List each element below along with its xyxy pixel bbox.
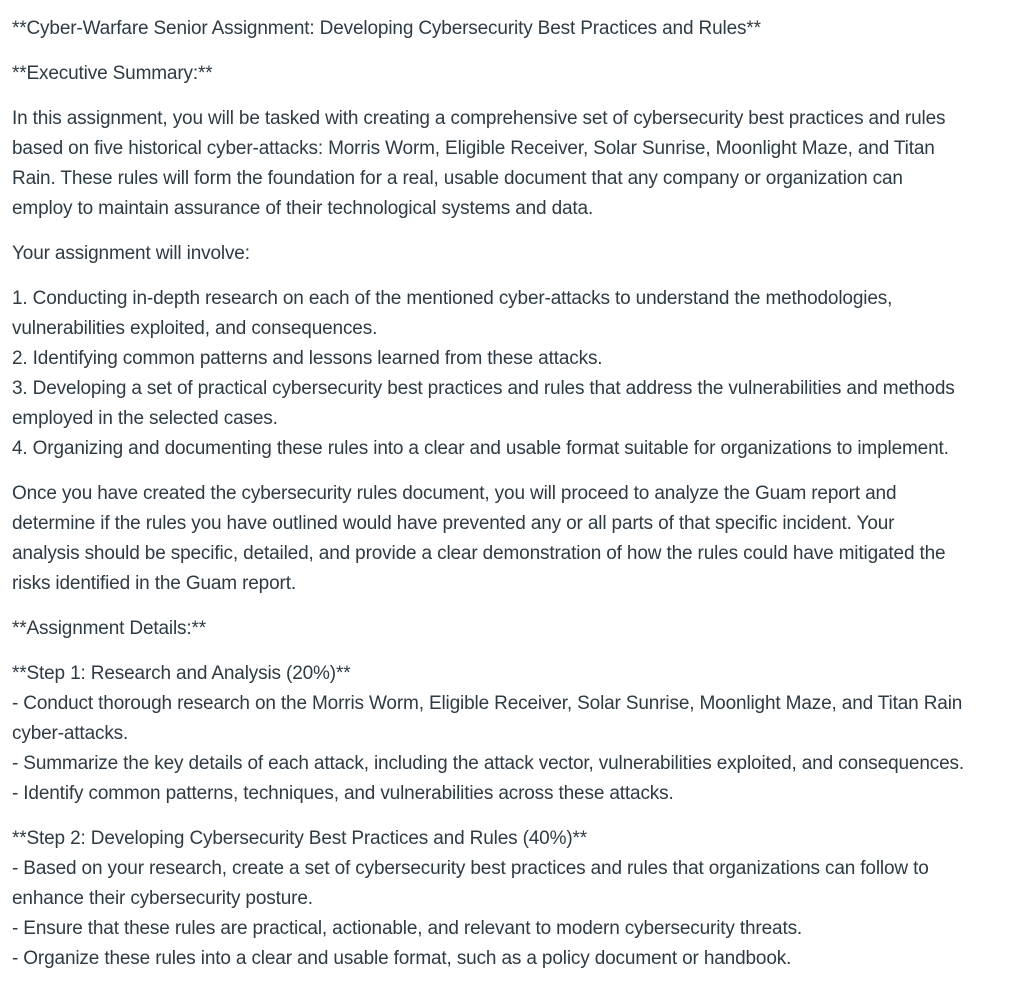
document-title bbox=[12, 14, 1016, 44]
heading-line: **Executive Summary:** bbox=[12, 63, 213, 84]
list-item: vulnerabilities exploited, and consequences. bbox=[12, 318, 378, 339]
list-item: - Based on your research, create a set of cybersecurity best practices and rules that organizations can follow to bbox=[12, 858, 929, 879]
text-line: Rain. These rules will form the foundation for a real, usable document that any company or organization can bbox=[12, 168, 903, 189]
list-item: 1. Conducting in-depth research on each of the mentioned cyber-attacks to understand the methodologies, bbox=[12, 288, 893, 309]
text-line: determine if the rules you have outlined would have prevented any or all parts of that specific incident. Your bbox=[12, 513, 895, 534]
list-item: - Ensure that these rules are practical, actionable, and relevant to modern cybersecurity threats. bbox=[12, 918, 803, 939]
assignment-document bbox=[12, 14, 1016, 989]
list-item: - Identify common patterns, techniques, and vulnerabilities across these attacks. bbox=[12, 783, 674, 804]
step2-section bbox=[12, 824, 1016, 974]
list-item: 2. Identifying common patterns and lessons learned from these attacks. bbox=[12, 348, 603, 369]
text-line: Once you have created the cybersecurity rules document, you will proceed to analyze the Guam report and bbox=[12, 483, 897, 504]
text-line: In this assignment, you will be tasked with creating a comprehensive set of cybersecurity best practices and rules bbox=[12, 108, 946, 129]
list-item: - Organize these rules into a clear and usable format, such as a policy document or handbook. bbox=[12, 948, 792, 969]
list-item: 3. Developing a set of practical cybersecurity best practices and rules that address the vulnerabilities and methods bbox=[12, 378, 955, 399]
text-line: employ to maintain assurance of their technological systems and data. bbox=[12, 198, 594, 219]
list-item: cyber-attacks. bbox=[12, 723, 129, 744]
step1-section bbox=[12, 659, 1016, 809]
step2-heading: **Step 2: Developing Cybersecurity Best Practices and Rules (40%)** bbox=[12, 828, 588, 849]
text-line: analysis should be specific, detailed, and provide a clear demonstration of how the rules could have mitigated the bbox=[12, 543, 946, 564]
list-item: - Summarize the key details of each attack, including the attack vector, vulnerabilities exploited, and consequences. bbox=[12, 753, 964, 774]
list-item: - Conduct thorough research on the Morris Worm, Eligible Receiver, Solar Sunrise, Moonlight Maze, and Titan Rain bbox=[12, 693, 963, 714]
text-line: based on five historical cyber-attacks: Morris Worm, Eligible Receiver, Solar Sunrise, Moonlight Maze, and Titan bbox=[12, 138, 935, 159]
text-line: risks identified in the Guam report. bbox=[12, 573, 296, 594]
assignment-details-heading bbox=[12, 614, 1016, 644]
guam-paragraph bbox=[12, 479, 1016, 599]
step1-heading: **Step 1: Research and Analysis (20%)** bbox=[12, 663, 351, 684]
list-item: employed in the selected cases. bbox=[12, 408, 278, 429]
list-item: enhance their cybersecurity posture. bbox=[12, 888, 313, 909]
text-line: Your assignment will involve: bbox=[12, 243, 250, 264]
list-item: 4. Organizing and documenting these rules into a clear and usable format suitable for organizations to implement. bbox=[12, 438, 949, 459]
heading-line: **Assignment Details:** bbox=[12, 618, 207, 639]
involvement-list bbox=[12, 284, 1016, 464]
executive-summary-heading bbox=[12, 59, 1016, 89]
title-line: **Cyber-Warfare Senior Assignment: Developing Cybersecurity Best Practices and Rules** bbox=[12, 18, 761, 39]
intro-paragraph bbox=[12, 104, 1016, 224]
involvement-intro bbox=[12, 239, 1016, 269]
